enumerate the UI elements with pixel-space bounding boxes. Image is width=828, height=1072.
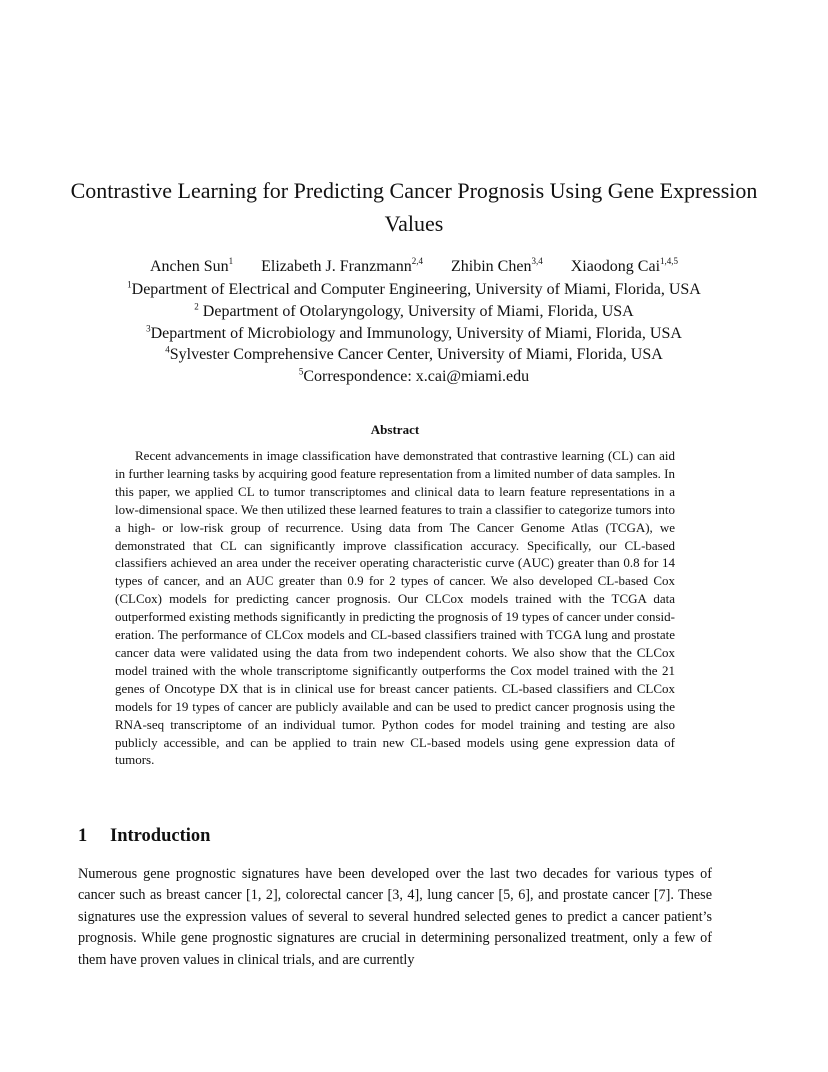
paper-title: Contrastive Learning for Predicting Cancer Prognosis Using Gene Expression Values	[70, 178, 758, 236]
author: Zhibin Chen$^{3,4}$	[451, 255, 543, 275]
correspondence: $^5$Correspondence: x.cai@miami.edu	[298, 366, 530, 385]
affiliation: $^4$Sylvester Comprehensive Cancer Center, University of Miami, Florida, USA	[165, 344, 663, 363]
abstract-heading: Abstract	[370, 422, 420, 437]
author-list	[40, 256, 788, 278]
section-number: 1	[78, 826, 88, 846]
affiliation: $^1$Department of Electrical and Computer Engineering, University of Miami, Florida, USA	[127, 279, 701, 298]
author: Anchen Sun$^1$	[149, 255, 234, 275]
affiliation: $^2$ Department of Otolaryngology, University of Miami, Florida, USA	[194, 301, 634, 320]
author: Elizabeth J. Franzmann$^{2,4}$	[261, 255, 423, 275]
affiliation: $^3$Department of Microbiology and Immunology, University of Miami, Florida, USA	[146, 323, 682, 342]
section-body: Numerous gene prognostic signatures have been developed over the last two decades for various types of cancer such as breast cancer [1, 2], colorectal cancer [3, 4], lung cancer [5, 6], and prostate cancer [7]. These signatures use the expression values of several to several hundred selected genes to predict a cancer patient’s prognosis. While gene prognostic signatures are crucial in determining personalized treatment, only a few of them have proven values in clinical trials, and are currently	[78, 866, 712, 968]
section-heading	[78, 826, 210, 847]
abstract-text: Recent advancements in image classification have demonstrated that contrastive learning (CL) can aid in further learning tasks by acquiring good feature representation from a limited number of data samples. In this paper, we applied CL to tumor transcriptomes and clinical data to learn feature representations in a low-dimensional space. We then utilized these learned features to train a classifier to categorize tumors into a high- or low-risk group of recurrence. Using data from The Cancer Genome Atlas (TCGA), we demonstrated that CL can significantly improve classification accuracy. Specifically, our CL-based classifiers achieved an area under the receiver operating characteristic curve (AUC) greater than 0.8 for 14 types of cancer, and an AUC greater than 0.9 for 2 types of cancer. We also developed CL-based Cox (CLCox) models for predicting cancer prognosis. Our CLCox models trained with the TCGA data outperformed existing methods significantly in predicting the prognosis of 19 types of cancer under consideration. The performance of CLCox models and CL-based classifiers trained with TCGA lung and prostate cancer data were validated using the data from two independent cohorts. We also show that the CLCox model trained with the whole transcriptome significantly outperforms the Cox model trained with the 21 genes of Oncotype DX that is in clinical use for breast cancer patients. CL-based classifiers and CLCox models for 19 types of cancer are publicly available and can be used to predict cancer prognosis using the RNA-seq transcriptome of an individual tumor. Python codes for model training and testing are also publicly accessible, and can be applied to train new CL-based models using gene expression data of tumors.	[115, 448, 675, 768]
section-title: Introduction	[110, 826, 211, 846]
author: Xiaodong Cai$^{1,4,5}$	[570, 255, 679, 275]
